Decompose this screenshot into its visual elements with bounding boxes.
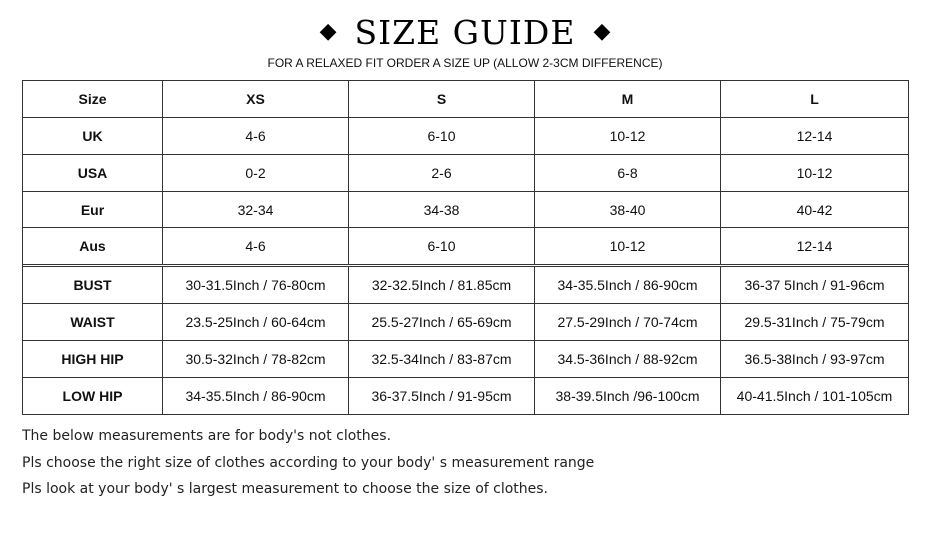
table-cell: 32.5-34Inch / 83-87cm [349,341,535,378]
row-label: Eur [23,191,163,228]
table-cell: 40-41.5Inch / 101-105cm [721,378,909,415]
table-row [23,154,909,191]
table-row [23,378,909,415]
table-row [23,228,909,265]
size-column-header: S [349,81,535,118]
table-row [23,191,909,228]
size-header-row [23,81,909,118]
row-label: UK [23,117,163,154]
page-title: SIZE GUIDE [354,12,576,52]
size-column-header: XS [163,81,349,118]
title-row [0,10,930,54]
table-cell: 12-14 [721,228,909,265]
table-cell: 25.5-27Inch / 65-69cm [349,304,535,341]
table-row [23,267,909,304]
table-row [23,117,909,154]
size-guide-table [22,80,909,415]
table-cell: 36.5-38Inch / 93-97cm [721,341,909,378]
table-cell: 32-32.5Inch / 81.85cm [349,267,535,304]
row-label: WAIST [23,304,163,341]
table-cell: 23.5-25Inch / 60-64cm [163,304,349,341]
note-line: The below measurements are for body's not clothes. [22,428,392,444]
table-cell: 6-8 [535,154,721,191]
table-cell: 4-6 [163,228,349,265]
table-cell: 30.5-32Inch / 78-82cm [163,341,349,378]
table-cell: 38-39.5Inch /96-100cm [535,378,721,415]
size-corner-cell: Size [23,81,163,118]
table-cell: 6-10 [349,117,535,154]
diamond-left-icon: ◆ [319,19,337,44]
table-cell: 34-35.5Inch / 86-90cm [535,267,721,304]
note-line: Pls choose the right size of clothes according to your body' s measurement range [22,454,595,471]
table-cell: 36-37 5Inch / 91-96cm [721,267,909,304]
table-cell: 4-6 [163,117,349,154]
diamond-right-icon: ◆ [593,19,611,44]
measurement-notes [22,427,594,507]
row-label: BUST [23,267,163,304]
table-cell: 6-10 [349,228,535,265]
table-cell: 34-38 [349,191,535,228]
table-cell: 10-12 [535,117,721,154]
row-label: Aus [23,228,163,265]
table-cell: 2-6 [349,154,535,191]
table-cell: 34-35.5Inch / 86-90cm [163,378,349,415]
size-column-header: M [535,81,721,118]
table-cell: 40-42 [721,191,909,228]
table-cell: 38-40 [535,191,721,228]
size-column-header: L [721,81,909,118]
row-label: LOW HIP [23,378,163,415]
table-row [23,341,909,378]
note-line: Pls look at your body' s largest measurement to choose the size of clothes. [22,481,549,497]
row-label: HIGH HIP [23,341,163,378]
table-cell: 34.5-36Inch / 88-92cm [535,341,721,378]
table-cell: 10-12 [721,154,909,191]
table-cell: 36-37.5Inch / 91-95cm [349,378,535,415]
table-cell: 27.5-29Inch / 70-74cm [535,304,721,341]
row-label: USA [23,154,163,191]
table-cell: 0-2 [163,154,349,191]
table-row [23,304,909,341]
table-cell: 29.5-31Inch / 75-79cm [721,304,909,341]
table-cell: 12-14 [721,117,909,154]
table-cell: 10-12 [535,228,721,265]
fit-advice-subtitle: FOR A RELAXED FIT ORDER A SIZE UP (ALLOW 2-3CM DIFFERENCE) [267,56,663,70]
table-cell: 32-34 [163,191,349,228]
table-cell: 30-31.5Inch / 76-80cm [163,267,349,304]
